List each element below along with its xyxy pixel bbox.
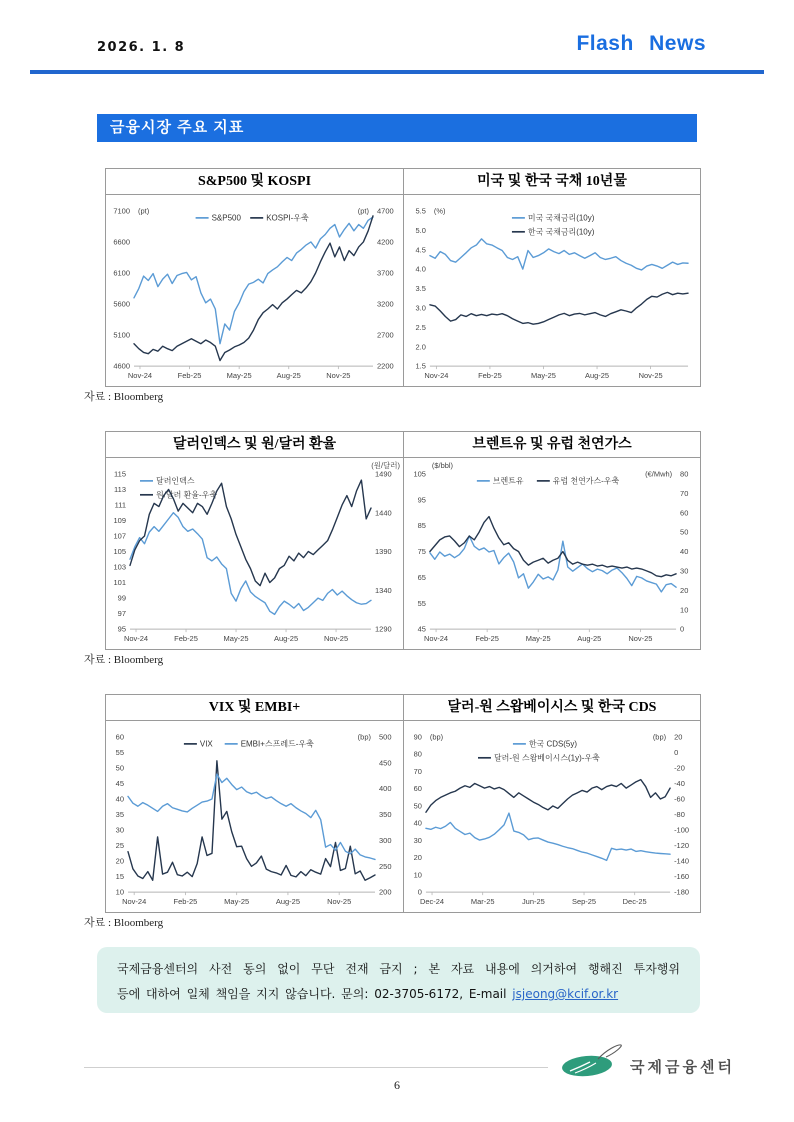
series-line-한국 CDS(5y) bbox=[426, 813, 670, 860]
chart-swap-cds bbox=[404, 721, 700, 912]
left-tick-label: 5100 bbox=[113, 330, 130, 340]
left-tick-label: 95 bbox=[417, 495, 426, 505]
left-tick-label: 5600 bbox=[113, 299, 130, 309]
left-tick-label: 2.5 bbox=[415, 322, 426, 332]
right-tick-label: 0 bbox=[680, 624, 685, 634]
chart-dollar-krw bbox=[106, 458, 403, 649]
left-tick-label: 65 bbox=[417, 572, 426, 582]
chart-title-treasury-10y: 미국 및 한국 국채 10년물 bbox=[404, 169, 700, 195]
left-tick-label: 45 bbox=[115, 779, 124, 789]
left-tick-label: 90 bbox=[413, 732, 422, 742]
left-tick-label: 115 bbox=[114, 469, 126, 479]
x-tick-label: Nov-24 bbox=[424, 371, 449, 381]
chart-cell-brent-gas bbox=[403, 432, 700, 649]
x-tick-label: Feb-25 bbox=[174, 634, 198, 644]
left-tick-label: 75 bbox=[417, 547, 426, 557]
x-tick-label: Dec-24 bbox=[420, 897, 445, 907]
left-tick-label: 20 bbox=[413, 853, 422, 863]
source-caption-2: 자료 : Bloomberg bbox=[84, 654, 164, 666]
left-axis-unit: (%) bbox=[433, 206, 446, 216]
x-tick-label: Nov-24 bbox=[424, 634, 449, 644]
right-tick-label: 250 bbox=[379, 861, 392, 871]
page-number: 6 bbox=[394, 1078, 400, 1092]
left-tick-label: 85 bbox=[417, 521, 426, 531]
x-tick-label: Mar-25 bbox=[470, 897, 495, 907]
right-tick-label: 20 bbox=[680, 585, 689, 595]
left-axis-unit: ($/bbl) bbox=[431, 460, 454, 470]
chart-row-3 bbox=[105, 694, 701, 913]
series-line-VIX bbox=[128, 761, 375, 880]
contact-email-link[interactable]: jsjeong@kcif.or.kr bbox=[512, 987, 619, 1001]
left-tick-label: 15 bbox=[115, 872, 124, 882]
right-tick-label: 2700 bbox=[377, 330, 394, 340]
legend-label: KOSPI-우축 bbox=[266, 213, 309, 223]
left-tick-label: 107 bbox=[113, 531, 126, 541]
series-line-달러-원 스왑베이시스(1y)-우축 bbox=[426, 780, 670, 813]
report-date: 2026. 1. 8 bbox=[97, 40, 186, 55]
chart-title-brent-gas: 브렌트유 및 유럽 천연가스 bbox=[404, 432, 700, 458]
chart-title-sp500-kospi: S&P500 및 KOSPI bbox=[106, 169, 403, 195]
series-line-유럽 천연가스-우축 bbox=[430, 517, 676, 577]
left-tick-label: 113 bbox=[114, 485, 126, 495]
left-tick-label: 101 bbox=[113, 578, 126, 588]
right-tick-label: 3200 bbox=[377, 299, 394, 309]
x-tick-label: Aug-25 bbox=[275, 897, 301, 907]
right-tick-label: -180 bbox=[674, 887, 690, 897]
left-tick-label: 45 bbox=[417, 624, 426, 634]
legend-label: 브렌트유 bbox=[492, 476, 524, 486]
chart-cell-dollar-krw bbox=[106, 432, 403, 649]
right-axis-unit: (bp) bbox=[652, 732, 667, 742]
series-line-S&P500 bbox=[134, 217, 373, 344]
footer-divider bbox=[84, 1067, 548, 1068]
left-tick-label: 10 bbox=[413, 870, 422, 880]
legend-label: 한국 CDS(5y) bbox=[528, 739, 578, 749]
x-tick-label: May-25 bbox=[223, 634, 249, 644]
right-tick-label: 30 bbox=[680, 566, 689, 576]
x-tick-label: Nov-25 bbox=[628, 634, 653, 644]
right-tick-label: 2200 bbox=[377, 361, 394, 371]
series-line-브렌트유 bbox=[430, 536, 676, 592]
x-tick-label: May-25 bbox=[226, 371, 252, 381]
x-tick-label: Nov-25 bbox=[327, 897, 352, 907]
left-tick-label: 35 bbox=[115, 810, 124, 820]
series-line-EMBI+스프레드-우축 bbox=[128, 774, 375, 859]
x-tick-label: Aug-25 bbox=[273, 634, 299, 644]
right-tick-label: 60 bbox=[680, 508, 689, 518]
chart-row-1 bbox=[105, 168, 701, 387]
chart-title-dollar-krw: 달러인덱스 및 원/달러 환율 bbox=[106, 432, 403, 458]
left-tick-label: 80 bbox=[413, 749, 422, 759]
x-tick-label: Feb-25 bbox=[173, 897, 198, 907]
left-tick-label: 95 bbox=[117, 624, 126, 634]
legend-label: S&P500 bbox=[211, 213, 241, 223]
right-tick-label: -120 bbox=[674, 841, 690, 851]
left-tick-label: 4600 bbox=[113, 361, 130, 371]
kcif-logo-icon bbox=[560, 1040, 626, 1082]
left-tick-label: 40 bbox=[413, 818, 422, 828]
legend-label: 달러인덱스 bbox=[156, 476, 195, 486]
left-tick-label: 5.0 bbox=[415, 225, 426, 235]
left-tick-label: 6100 bbox=[113, 268, 130, 278]
left-tick-label: 7100 bbox=[113, 206, 130, 216]
x-tick-label: Jun-25 bbox=[521, 897, 545, 907]
left-tick-label: 111 bbox=[114, 500, 126, 510]
x-tick-label: Aug-25 bbox=[577, 634, 602, 644]
section-title-bar: 금융시장 주요 지표 bbox=[97, 114, 697, 142]
disclaimer-line-2-text: 등에 대하여 일체 책임을 지지 않습니다. 문의: 02-3705-6172, E-mail bbox=[117, 987, 513, 1001]
legend-label: 유럽 천연가스-우축 bbox=[552, 476, 620, 486]
left-axis-unit: (pt) bbox=[138, 206, 150, 216]
legend-label: 미국 국채금리(10y) bbox=[527, 213, 595, 223]
right-axis-unit: (pt) bbox=[357, 206, 369, 216]
x-tick-label: Feb-25 bbox=[177, 371, 202, 381]
x-tick-label: Nov-25 bbox=[638, 371, 663, 381]
right-tick-label: -160 bbox=[674, 872, 690, 882]
right-axis-unit: (bp) bbox=[357, 732, 371, 742]
chart-brent-gas bbox=[404, 458, 700, 649]
right-tick-label: 1390 bbox=[375, 547, 392, 557]
right-axis-unit: (원/달러) bbox=[371, 460, 401, 470]
left-tick-label: 99 bbox=[117, 593, 126, 603]
left-tick-label: 20 bbox=[115, 856, 124, 866]
left-tick-label: 50 bbox=[413, 801, 422, 811]
chart-title-swap-cds: 달러-원 스왑베이시스 및 한국 CDS bbox=[404, 695, 700, 721]
right-tick-label: 1490 bbox=[375, 469, 392, 479]
disclaimer-box bbox=[97, 947, 700, 1013]
left-tick-label: 2.0 bbox=[415, 342, 426, 352]
x-tick-label: Sep-25 bbox=[571, 897, 597, 907]
right-axis-unit: (€/Mwh) bbox=[645, 469, 673, 479]
right-tick-label: 500 bbox=[379, 732, 392, 742]
left-tick-label: 40 bbox=[115, 794, 124, 804]
x-tick-label: Feb-25 bbox=[478, 371, 502, 381]
right-tick-label: 400 bbox=[379, 784, 392, 794]
x-tick-label: Aug-25 bbox=[276, 371, 301, 381]
right-tick-label: 450 bbox=[379, 758, 392, 768]
left-tick-label: 60 bbox=[115, 732, 124, 742]
legend-label: EMBI+스프레드-우축 bbox=[240, 739, 314, 749]
source-caption-1: 자료 : Bloomberg bbox=[84, 391, 164, 403]
right-tick-label: 3700 bbox=[377, 268, 394, 278]
kcif-logo-text: 국제금융센터 bbox=[630, 1057, 735, 1076]
chart-title-vix-embi: VIX 및 EMBI+ bbox=[106, 695, 403, 721]
chart-cell-swap-cds bbox=[403, 695, 700, 912]
x-tick-label: Dec-25 bbox=[622, 897, 647, 907]
header-rule bbox=[30, 70, 764, 74]
right-tick-label: 50 bbox=[680, 527, 689, 537]
left-tick-label: 5.5 bbox=[415, 206, 426, 216]
series-line-미국 국채금리(10y) bbox=[430, 239, 688, 270]
series-line-KOSPI-우축 bbox=[134, 213, 373, 361]
left-tick-label: 55 bbox=[417, 598, 426, 608]
left-tick-label: 3.0 bbox=[415, 303, 426, 313]
chart-cell-treasury-10y bbox=[403, 169, 700, 386]
right-tick-label: 0 bbox=[674, 748, 679, 758]
left-tick-label: 6600 bbox=[113, 237, 130, 247]
left-tick-label: 105 bbox=[113, 547, 126, 557]
chart-sp500-kospi bbox=[106, 195, 403, 386]
left-tick-label: 50 bbox=[115, 763, 124, 773]
legend-label: VIX bbox=[199, 739, 213, 749]
right-tick-label: -80 bbox=[674, 810, 685, 820]
x-tick-label: Nov-24 bbox=[127, 371, 153, 381]
x-tick-label: Aug-25 bbox=[585, 371, 610, 381]
right-tick-label: 1340 bbox=[375, 585, 392, 595]
right-tick-label: 40 bbox=[680, 547, 689, 557]
right-tick-label: 300 bbox=[379, 835, 392, 845]
right-tick-label: 20 bbox=[674, 732, 683, 742]
right-tick-label: 70 bbox=[680, 488, 689, 498]
x-tick-label: Nov-25 bbox=[326, 371, 351, 381]
left-tick-label: 55 bbox=[115, 748, 124, 758]
x-tick-label: Feb-25 bbox=[475, 634, 499, 644]
right-tick-label: -60 bbox=[674, 794, 685, 804]
x-tick-label: May-25 bbox=[525, 634, 551, 644]
chart-row-2 bbox=[105, 431, 701, 650]
right-tick-label: 80 bbox=[680, 469, 689, 479]
left-tick-label: 4.5 bbox=[415, 245, 426, 255]
disclaimer-line-1: 국제금융센터의 사전 동의 없이 무단 전재 금지 ; 본 자료 내용에 의거하여 행해진 투자행위 bbox=[117, 962, 680, 976]
left-tick-label: 60 bbox=[413, 784, 422, 794]
source-caption-3: 자료 : Bloomberg bbox=[84, 917, 164, 929]
chart-cell-vix-embi bbox=[106, 695, 403, 912]
x-tick-label: May-25 bbox=[224, 897, 250, 907]
x-tick-label: Nov-24 bbox=[122, 897, 147, 907]
x-tick-label: Nov-24 bbox=[123, 634, 149, 644]
right-tick-label: 4700 bbox=[377, 206, 394, 216]
left-tick-label: 70 bbox=[413, 766, 422, 776]
legend-label: 달러-원 스왑베이시스(1y)-우축 bbox=[493, 753, 600, 763]
kcif-logo bbox=[560, 1040, 735, 1082]
left-tick-label: 0 bbox=[417, 887, 422, 897]
series-line-달러인덱스 bbox=[130, 513, 371, 615]
left-tick-label: 103 bbox=[113, 562, 126, 572]
x-tick-label: May-25 bbox=[531, 371, 556, 381]
right-tick-label: -40 bbox=[674, 779, 685, 789]
x-tick-label: Nov-25 bbox=[323, 634, 349, 644]
right-tick-label: -100 bbox=[674, 825, 690, 835]
left-tick-label: 3.5 bbox=[415, 284, 426, 294]
brand-title: Flash News bbox=[576, 32, 706, 55]
left-tick-label: 25 bbox=[115, 841, 124, 851]
right-tick-label: 1440 bbox=[375, 508, 392, 518]
left-tick-label: 1.5 bbox=[415, 361, 426, 371]
right-tick-label: 200 bbox=[379, 887, 392, 897]
left-tick-label: 109 bbox=[113, 516, 126, 526]
right-tick-label: 4200 bbox=[377, 237, 394, 247]
left-tick-label: 30 bbox=[413, 835, 422, 845]
left-axis-unit: (bp) bbox=[429, 732, 444, 742]
right-tick-label: 10 bbox=[680, 605, 689, 615]
right-tick-label: 1290 bbox=[375, 624, 392, 634]
left-tick-label: 97 bbox=[117, 609, 126, 619]
chart-cell-sp500-kospi bbox=[106, 169, 403, 386]
right-tick-label: -20 bbox=[674, 763, 685, 773]
right-tick-label: -140 bbox=[674, 856, 690, 866]
left-tick-label: 105 bbox=[413, 469, 426, 479]
legend-label: 원/달러 환율-우축 bbox=[156, 490, 218, 500]
left-tick-label: 10 bbox=[115, 887, 124, 897]
legend-label: 한국 국채금리(10y) bbox=[527, 227, 595, 237]
chart-treasury-10y bbox=[404, 195, 700, 386]
left-tick-label: 30 bbox=[115, 825, 124, 835]
disclaimer-line-2 bbox=[117, 985, 680, 1002]
chart-vix-embi bbox=[106, 721, 403, 912]
right-tick-label: 350 bbox=[379, 810, 392, 820]
left-tick-label: 4.0 bbox=[415, 264, 426, 274]
series-line-한국 국채금리(10y) bbox=[430, 292, 688, 324]
